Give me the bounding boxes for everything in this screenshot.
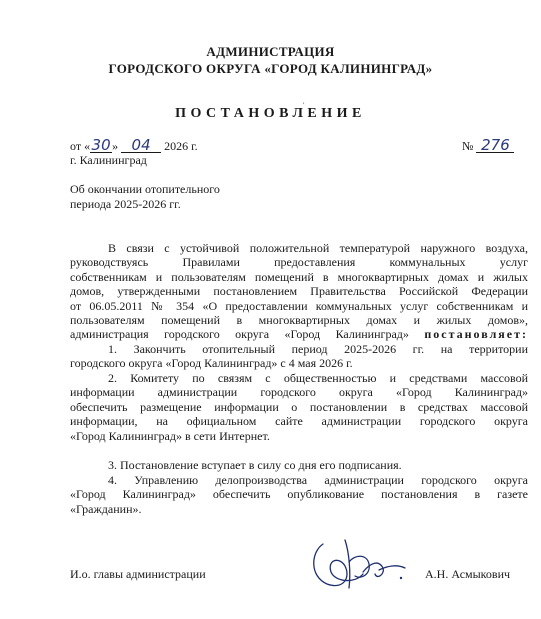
preamble: [70, 241, 528, 342]
item-line: обеспечить размещение информации о постановлении в средствах массовой: [70, 399, 528, 414]
item-line: 2. Комитету по связям с общественностью и средствами массовой: [108, 371, 528, 385]
signatory-name: А.Н. Асмыкович: [425, 567, 511, 581]
signatory-position: И.о. главы администрации: [70, 567, 206, 581]
org-name-line2: ГОРОДСКОГО ОКРУГА «ГОРОД КАЛИНИНГРАД»: [108, 61, 433, 76]
item-line: «Гражданин».: [70, 501, 142, 516]
item-line: городского округа «Город Калининград» с 4 мая 2026 г.: [70, 356, 353, 371]
date-prefix: от «: [70, 139, 91, 153]
preamble-line: домов, утвержденными постановлением Правительства Российской Федерации: [70, 284, 528, 299]
city: г. Калининград: [70, 153, 147, 167]
preamble-last-text: администрация городского округа «Город Калининград»: [70, 327, 409, 342]
item-2: [70, 371, 528, 443]
preamble-line: собственникам и пользователям помещений в многоквартирных домах и жилых: [70, 269, 528, 284]
item-line: информации, на официальном сайте администрации городского округа: [70, 414, 528, 429]
handwritten-signature: [305, 532, 415, 602]
date-year: 2026 г.: [164, 139, 198, 153]
preamble-line: руководствуясь Правилами предоставления коммунальных услуг: [70, 255, 528, 270]
item-3: [70, 458, 528, 472]
item-4: [70, 473, 528, 516]
date-sep: »: [112, 139, 119, 153]
item-line: «Город Калининград» в сети Интернет.: [70, 428, 270, 443]
item-line: 4. Управлению делопроизводства администрации городского округа: [108, 473, 528, 487]
item-line: 3. Постановление вступает в силу со дня его подписания.: [108, 458, 402, 472]
item-line: 1. Закончить отопительный период 2025-2026 гг. на территории: [108, 342, 528, 356]
number-prefix: №: [462, 139, 474, 153]
item-1: [70, 342, 528, 371]
item-line: информации администрации городского округа «Город Калининград»: [70, 385, 528, 400]
subject-line1: Об окончании отопительного: [70, 182, 220, 196]
date-line: [70, 138, 198, 153]
date-day: 30: [91, 136, 111, 154]
preamble-last-line: [70, 327, 528, 341]
org-name-line1: АДМИНИСТРАЦИЯ: [206, 44, 335, 59]
resolves-keyword: постановляет:: [424, 327, 529, 342]
document-title: ПОСТАНОВЛЕНИЕ: [175, 106, 366, 121]
preamble-line: В связи с устойчивой положительной температурой наружного воздуха,: [108, 241, 528, 255]
item-line: «Город Калининград» обеспечить опубликование постановления в газете: [70, 487, 528, 502]
subject-line2: периода 2025-2026 гг.: [70, 197, 181, 211]
document-number: 276: [476, 138, 514, 153]
number-line: [462, 138, 514, 153]
date-month: 04: [121, 138, 161, 153]
preamble-line: пользователям помещений в многоквартирных домах и жилых домов»,: [70, 313, 528, 328]
stamp-mark: ,: [303, 99, 305, 105]
preamble-line: от 06.05.2011 № 354 «О предоставлении коммунальных услуг собственникам и: [70, 298, 528, 313]
